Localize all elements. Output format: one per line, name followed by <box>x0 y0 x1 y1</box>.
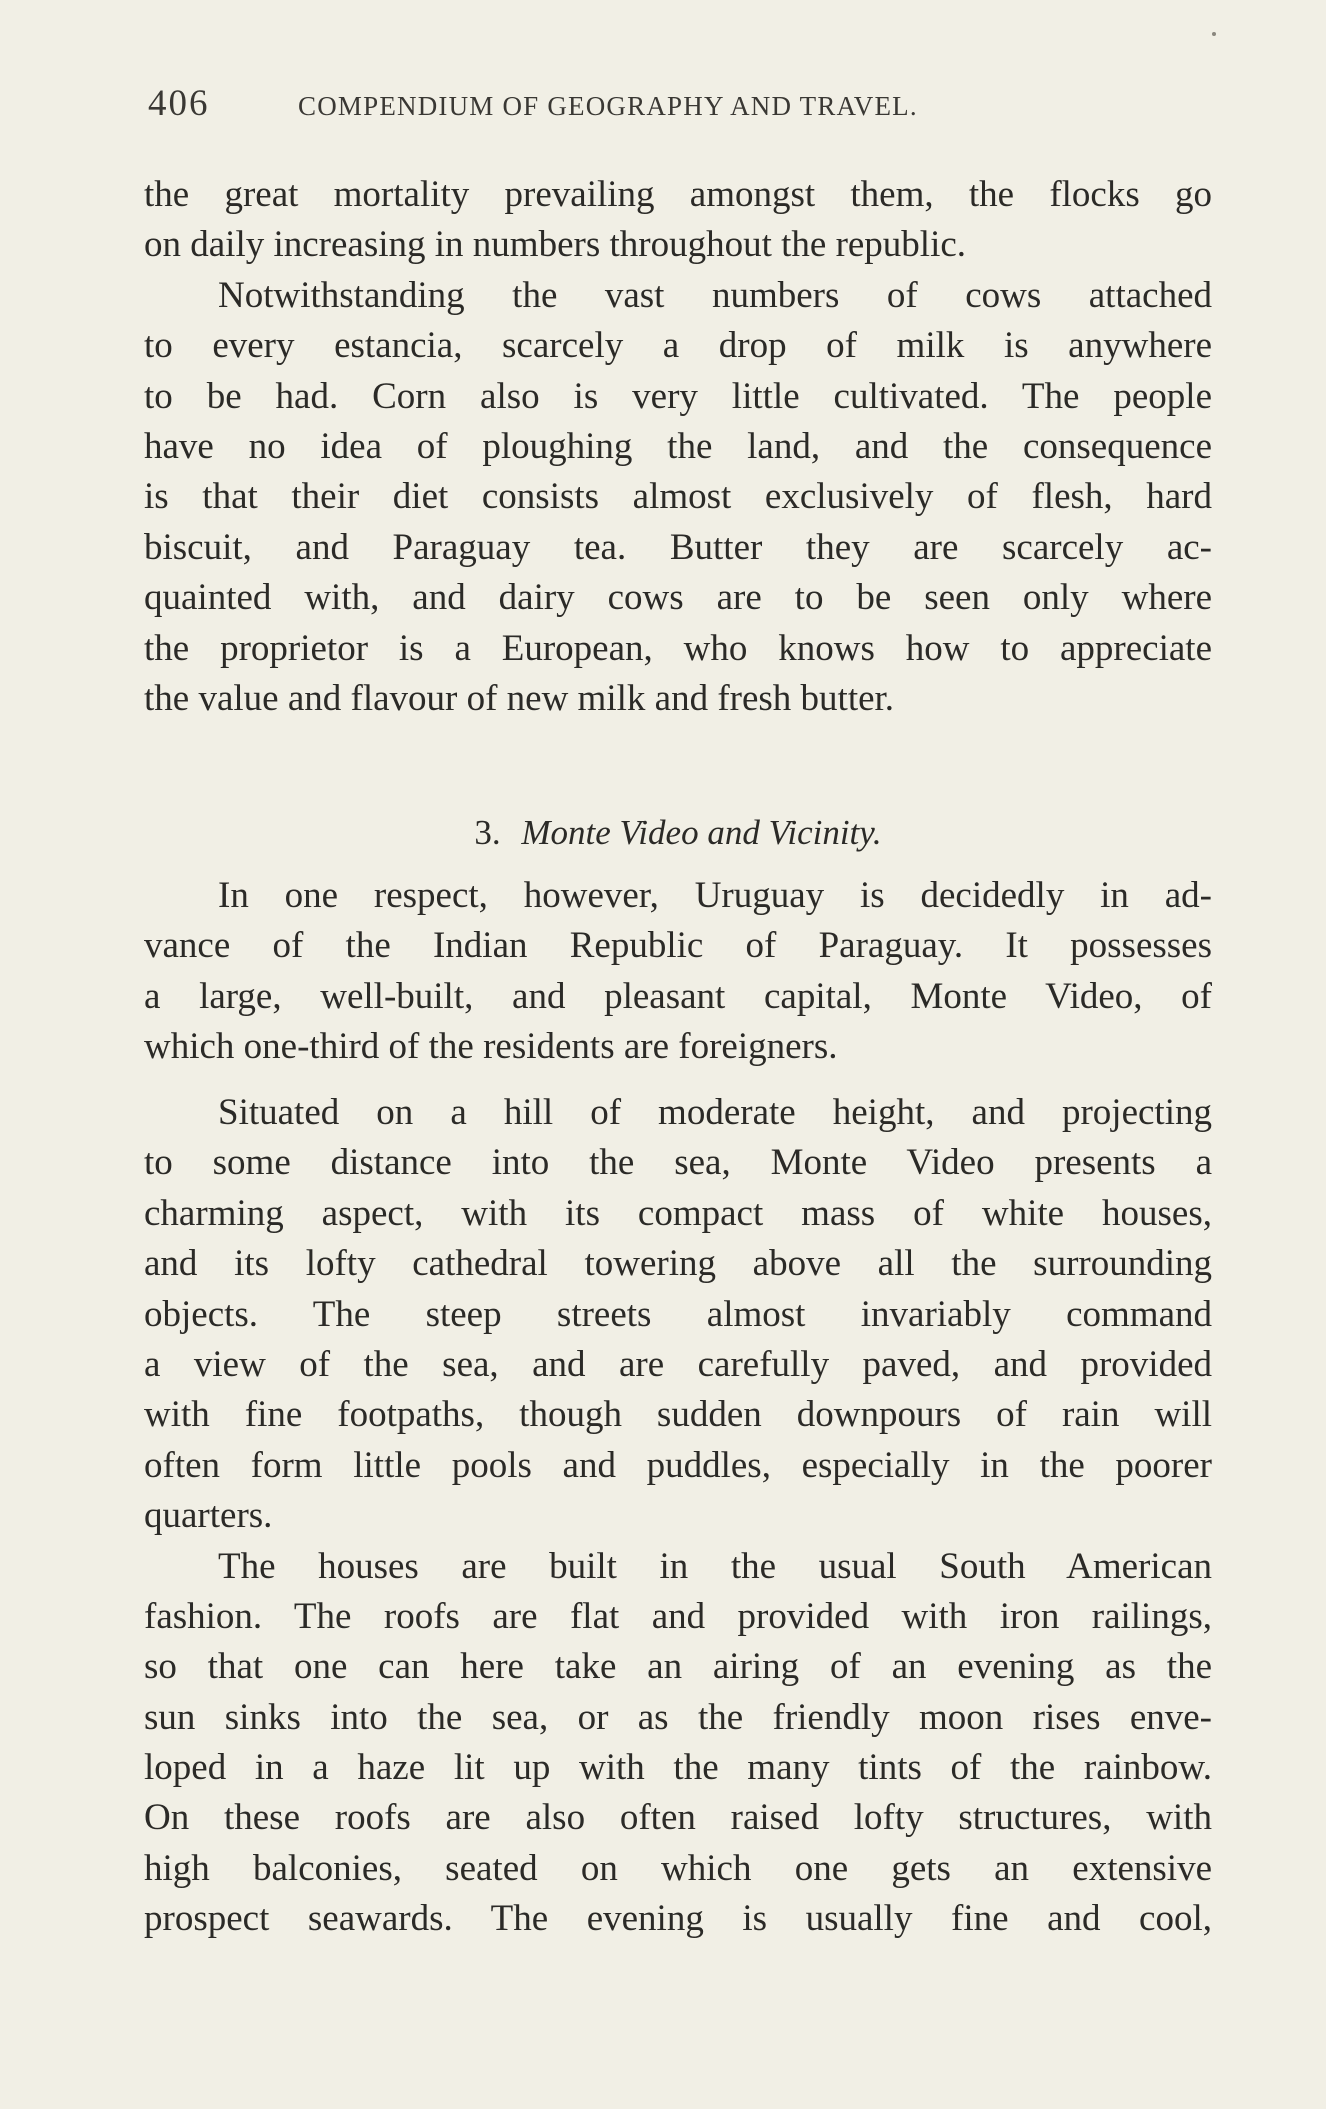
text-block-bottom <box>144 1088 1212 1945</box>
page-header <box>148 82 1228 136</box>
text-block-top <box>144 170 1212 724</box>
paragraph <box>144 1088 1212 1542</box>
paragraph <box>144 1542 1212 1945</box>
text-line: objects. The steep streets almost invariably command <box>144 1293 1212 1335</box>
text-line: a large, well-built, and pleasant capital, Monte Video, of <box>144 975 1212 1017</box>
text-line: to some distance into the sea, Monte Video presents a <box>144 1142 1212 1184</box>
page-number: 406 <box>148 83 210 124</box>
text-line: the great mortality prevailing amongst them, the flocks go <box>144 174 1212 215</box>
text-line: have no idea of ploughing the land, and the consequence <box>144 425 1212 467</box>
text-line: vance of the Indian Republic of Paraguay. It possesses <box>144 925 1212 967</box>
paragraph <box>144 170 1212 271</box>
text-line: which one-third of the residents are foreigners. <box>144 1026 838 1068</box>
text-line: In one respect, however, Uruguay is decidedly in ad- <box>218 875 1212 916</box>
text-line: The houses are built in the usual South American <box>218 1545 1212 1587</box>
text-line: with fine footpaths, though sudden downpours of rain will <box>144 1394 1212 1436</box>
text-line: to be had. Corn also is very little cultivated. The people <box>144 375 1212 417</box>
text-line: is that their diet consists almost exclusively of flesh, hard <box>144 476 1212 518</box>
text-line: a view of the sea, and are carefully paved, and provided <box>144 1343 1212 1385</box>
section-number: 3. <box>474 813 501 852</box>
text-line: loped in a haze lit up with the many tints of the rainbow. <box>144 1747 1212 1789</box>
text-line: quainted with, and dairy cows are to be seen only where <box>144 577 1212 619</box>
text-line: the value and flavour of new milk and fresh butter. <box>144 677 895 719</box>
paragraph <box>144 871 1212 1073</box>
text-line: Notwithstanding the vast numbers of cows attached <box>218 274 1212 316</box>
text-line: On these roofs are also often raised lofty structures, with <box>144 1797 1212 1839</box>
text-line: on daily increasing in numbers throughout the republic. <box>144 224 967 266</box>
running-head: COMPENDIUM OF GEOGRAPHY AND TRAVEL. <box>298 91 918 121</box>
text-line: sun sinks into the sea, or as the friendly moon rises enve- <box>144 1696 1212 1738</box>
section-heading <box>144 808 1212 858</box>
text-line: high balconies, seated on which one gets an extensive <box>144 1847 1212 1889</box>
text-line: biscuit, and Paraguay tea. Butter they are scarcely ac- <box>144 526 1212 568</box>
text-line: fashion. The roofs are flat and provided with iron railings, <box>144 1595 1212 1637</box>
text-line: prospect seawards. The evening is usually fine and cool, <box>144 1898 1212 1940</box>
text-line: to every estancia, scarcely a drop of milk is anywhere <box>144 325 1212 367</box>
text-line: quarters. <box>144 1495 273 1537</box>
text-line: charming aspect, with its compact mass of white houses, <box>144 1192 1212 1234</box>
text-line: so that one can here take an airing of an evening as the <box>144 1646 1212 1688</box>
text-line: and its lofty cathedral towering above all the surrounding <box>144 1243 1212 1285</box>
text-line: Situated on a hill of moderate height, and projecting <box>218 1092 1212 1133</box>
paper-speck <box>1212 32 1216 36</box>
text-line: the proprietor is a European, who knows how to appreciate <box>144 627 1212 669</box>
section-title: Monte Video and Vicinity. <box>521 813 882 852</box>
paragraph <box>144 271 1212 725</box>
text-block-middle <box>144 871 1212 1073</box>
text-line: often form little pools and puddles, especially in the poorer <box>144 1444 1212 1486</box>
